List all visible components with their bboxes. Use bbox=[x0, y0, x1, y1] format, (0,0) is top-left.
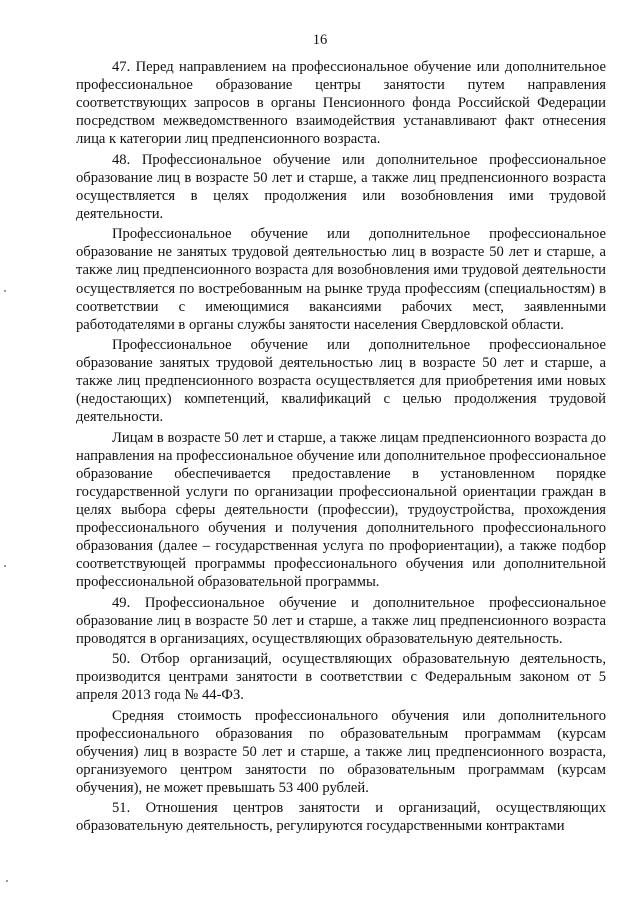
page-number: 16 bbox=[312, 32, 328, 48]
paragraph-50: 50. Отбор организаций, осуществляющих образовательную деятельность, производится центрами занятости в соответствии с Федеральным законом от 5 апреля 2013 года № 44-ФЗ. bbox=[76, 651, 606, 704]
paragraph-49: 49. Профессиональное обучение и дополнительное профессиональное образование лиц в возрасте 50 лет и старше, а также лиц предпенсионного возраста проводятся в организациях, осуществляющих образовательную деятельность. bbox=[76, 594, 606, 647]
paragraph-48-career-guidance: Лицам в возрасте 50 лет и старше, а также лицам предпенсионного возраста до направления на профессиональное обучение или дополнительное профессиональное образование обеспечивается предоставление в установленном порядке государственной услуги по организации профессиональной ориентации граждан в целях выбора сферы деятельности (профессии), трудоустройства, прохождения профессионального обучения и получения дополнительного профессионального образования (далее – государственная услуга по профориентации), а также подбор соответствующей программы профессионального обучения или дополнительной профессиональной образовательной программы. bbox=[76, 429, 606, 591]
paragraph-51: 51. Отношения центров занятости и организаций, осуществляющих образовательную деятельность, регулируются государственными контрактами bbox=[76, 800, 606, 835]
paragraph-47: 47. Перед направлением на профессиональное обучение или дополнительное профессиональное образование центры занятости путем направления соответствующих запросов в органы Пенсионного фонда Российской Федерации посредством межведомственного взаимодействия устанавливают факт отнесения лица к категории лиц предпенсионного возраста. bbox=[76, 59, 606, 148]
paragraph-50-average-cost: Средняя стоимость профессионального обучения или дополнительного профессионального образования по образовательным программам (курсам обучения) лиц в возрасте 50 лет и старше, а также лиц предпенсионного возраста, организуемого центром занятости по образовательным программам (курсам обучения), не может превышать 53 400 рублей. bbox=[76, 707, 606, 796]
paragraph-48-employed: Профессиональное обучение или дополнительное профессиональное образование занятых трудовой деятельностью лиц в возрасте 50 лет и старше, а также лиц предпенсионного возраста осуществляется для приобретения ими новых (недостающих) компетенций, квалификаций с целью продолжения трудовой деятельности. bbox=[76, 336, 606, 426]
document-body bbox=[76, 58, 606, 838]
scan-dot bbox=[6, 880, 8, 882]
paragraph-48-unemployed: Профессиональное обучение или дополнительное профессиональное образование не занятых трудовой деятельностью лиц в возрасте 50 лет и старше, а также лиц предпенсионного возраста для возобновления ими трудовой деятельности осуществляется по востребованным на рынке труда профессиям (специальностям) в соответствии с имеющимися вакансиями рабочих мест, заявленными работодателями в органы службы занятости населения Свердловской области. bbox=[76, 226, 606, 333]
scan-dot bbox=[4, 290, 6, 292]
scan-dot bbox=[4, 565, 6, 567]
paragraph-48: 48. Профессиональное обучение или дополнительное профессиональное образование лиц в возрасте 50 лет и старше, а также лиц предпенсионного возраста осуществляется в целях продолжения или возобновления ими трудовой деятельности. bbox=[76, 151, 606, 222]
